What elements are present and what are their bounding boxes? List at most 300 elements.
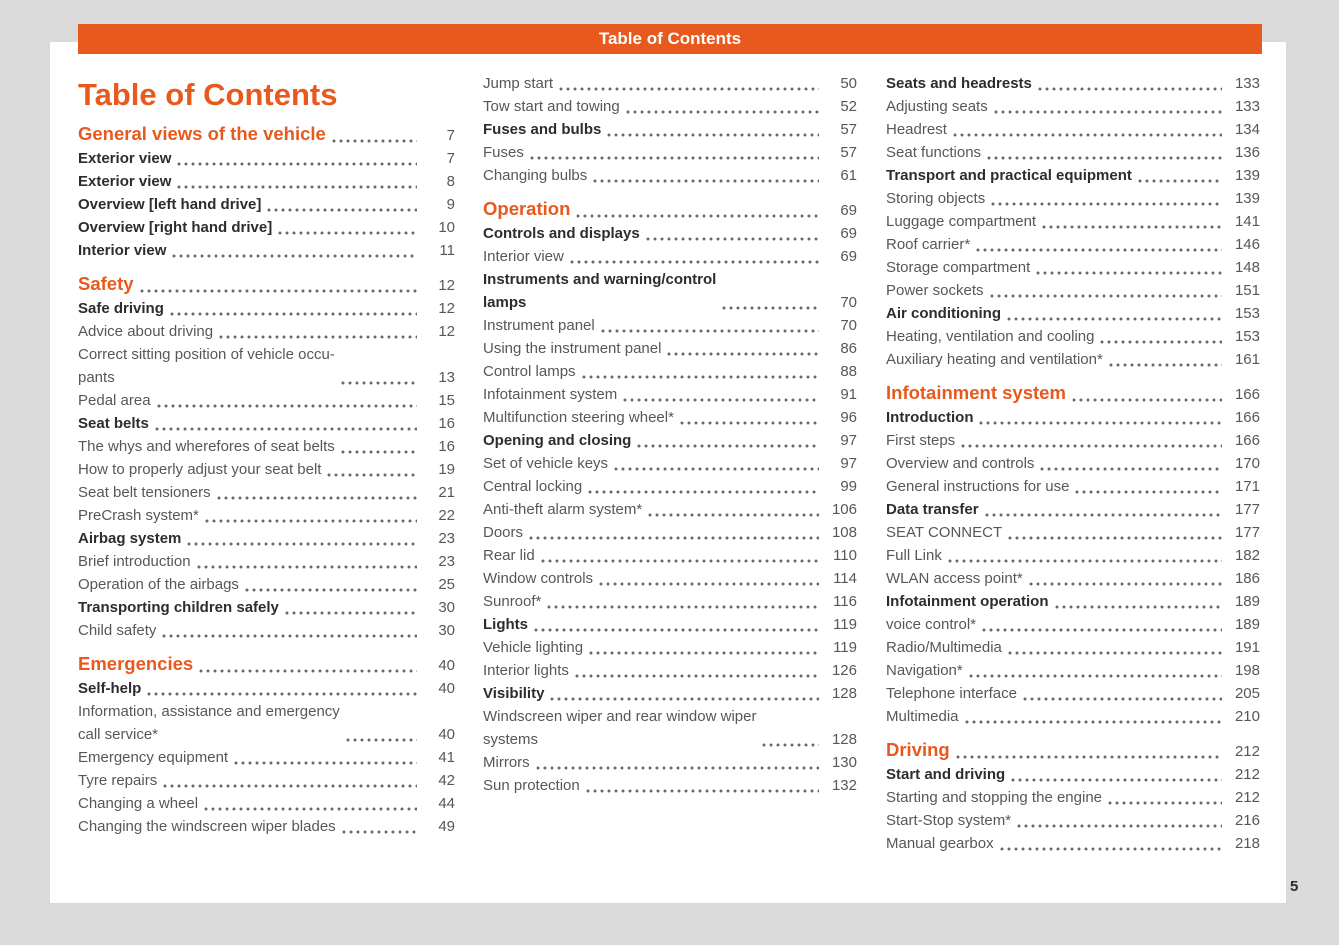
toc-entry bbox=[78, 792, 455, 815]
toc-entry-label: Overview and controls bbox=[886, 455, 1035, 472]
toc-entry bbox=[886, 95, 1260, 118]
toc-entry bbox=[483, 590, 857, 613]
toc-entry bbox=[886, 233, 1260, 256]
toc-entry bbox=[886, 348, 1260, 371]
dot-leader bbox=[1007, 317, 1222, 321]
toc-entry-page: 136 bbox=[1234, 144, 1260, 161]
toc-entry bbox=[483, 567, 857, 590]
dot-leader bbox=[990, 294, 1222, 298]
toc-entry bbox=[78, 458, 455, 481]
toc-entry-label: SEAT CONNECT bbox=[886, 524, 1003, 541]
toc-entry-page: 97 bbox=[840, 455, 857, 472]
dot-leader bbox=[982, 628, 1222, 632]
dot-leader bbox=[204, 807, 417, 811]
toc-entry bbox=[886, 210, 1260, 233]
toc-rows-1 bbox=[78, 120, 455, 838]
toc-entry-page: 61 bbox=[840, 167, 857, 184]
toc-entry-page: 57 bbox=[840, 144, 857, 161]
toc-entry bbox=[886, 302, 1260, 325]
toc-entry-page: 212 bbox=[1234, 766, 1260, 783]
toc-entry bbox=[483, 164, 857, 187]
toc-entry bbox=[886, 613, 1260, 636]
toc-entry-label: Auxiliary heating and ventilation* bbox=[886, 351, 1103, 368]
toc-entry-page: 7 bbox=[446, 150, 455, 167]
toc-entry-label: Opening and closing bbox=[483, 432, 632, 449]
toc-entry bbox=[886, 786, 1260, 809]
toc-entry bbox=[483, 751, 857, 774]
toc-entry-label: Vehicle lighting bbox=[483, 639, 584, 656]
toc-entry-label: Manual gearbox bbox=[886, 835, 994, 852]
toc-entry-label: Radio/Multimedia bbox=[886, 639, 1002, 656]
toc-entry-page: 41 bbox=[438, 749, 455, 766]
dot-leader bbox=[1029, 582, 1222, 586]
toc-entry-label: Anti-theft alarm system* bbox=[483, 501, 643, 518]
dot-leader bbox=[172, 254, 417, 258]
dot-leader bbox=[1100, 340, 1222, 344]
toc-entry-label: Fuses bbox=[483, 144, 524, 161]
dot-leader bbox=[550, 697, 819, 701]
toc-entry-page: 119 bbox=[833, 639, 857, 656]
dot-leader bbox=[956, 755, 1222, 759]
dot-leader bbox=[626, 110, 819, 114]
dot-leader bbox=[332, 139, 417, 143]
dot-leader bbox=[582, 375, 819, 379]
dot-leader bbox=[234, 761, 417, 765]
toc-entry-label: General views of the vehicle bbox=[78, 123, 326, 144]
dot-leader bbox=[342, 830, 417, 834]
toc-entry-label: Storing objects bbox=[886, 190, 986, 207]
toc-entry bbox=[886, 521, 1260, 544]
toc-entry-label: Brief introduction bbox=[78, 553, 191, 570]
toc-entry-label: Heating, ventilation and cooling bbox=[886, 328, 1095, 345]
toc-entry-label: Tyre repairs bbox=[78, 772, 158, 789]
toc-entry-page: 161 bbox=[1234, 351, 1260, 368]
toc-entry-label: Transporting children safely bbox=[78, 599, 279, 616]
toc-entry-label: Child safety bbox=[78, 622, 157, 639]
dot-leader bbox=[559, 87, 819, 91]
toc-entry bbox=[483, 95, 857, 118]
toc-entry-label: Safety bbox=[78, 273, 134, 294]
toc-entry-page: 110 bbox=[833, 547, 857, 564]
toc-entry bbox=[78, 412, 455, 435]
toc-entry-page: 153 bbox=[1234, 328, 1260, 345]
toc-entry bbox=[483, 268, 857, 314]
dot-leader bbox=[575, 674, 819, 678]
toc-entry-label: How to properly adjust your seat belt bbox=[78, 461, 322, 478]
dot-leader bbox=[961, 444, 1222, 448]
toc-entry-page: 69 bbox=[840, 248, 857, 265]
dot-leader bbox=[157, 404, 417, 408]
dot-leader bbox=[599, 582, 819, 586]
toc-entry bbox=[78, 297, 455, 320]
toc-entry-label: Introduction bbox=[886, 409, 974, 426]
toc-entry-page: 22 bbox=[438, 507, 455, 524]
toc-entry-label: Mirrors bbox=[483, 754, 530, 771]
toc-column-3 bbox=[886, 72, 1260, 855]
toc-entry-label: Controls and displays bbox=[483, 225, 640, 242]
dot-leader bbox=[1108, 801, 1222, 805]
dot-leader bbox=[245, 588, 417, 592]
toc-entry-page: 25 bbox=[438, 576, 455, 593]
toc-entry-label: Transport and practical equipment bbox=[886, 167, 1132, 184]
toc-entry-label: Infotainment system bbox=[483, 386, 618, 403]
toc-entry bbox=[886, 187, 1260, 210]
toc-entry-label: Power sockets bbox=[886, 282, 984, 299]
toc-entry-label: Safe driving bbox=[78, 300, 164, 317]
toc-entry bbox=[886, 736, 1260, 763]
toc-entry-page: 88 bbox=[840, 363, 857, 380]
toc-entry bbox=[483, 314, 857, 337]
toc-entry-label: Luggage compartment bbox=[886, 213, 1037, 230]
toc-entry bbox=[78, 573, 455, 596]
toc-entry-page: 42 bbox=[438, 772, 455, 789]
toc-entry-page: 11 bbox=[439, 242, 455, 259]
toc-entry-label: Tow start and towing bbox=[483, 98, 620, 115]
toc-entry-page: 212 bbox=[1234, 743, 1260, 760]
toc-entry-page: 114 bbox=[833, 570, 857, 587]
toc-entry-page: 10 bbox=[438, 219, 455, 236]
toc-entry-page: 133 bbox=[1234, 98, 1260, 115]
toc-entry bbox=[78, 769, 455, 792]
toc-entry-label: Operation bbox=[483, 198, 571, 219]
toc-entry-label: Fuses and bulbs bbox=[483, 121, 602, 138]
dot-leader bbox=[1109, 363, 1222, 367]
dot-leader bbox=[586, 789, 819, 793]
toc-entry bbox=[483, 452, 857, 475]
toc-entry-page: 44 bbox=[438, 795, 455, 812]
toc-entry bbox=[78, 550, 455, 573]
toc-entry bbox=[78, 239, 455, 262]
dot-leader bbox=[205, 519, 417, 523]
toc-entry-page: 177 bbox=[1234, 524, 1260, 541]
dot-leader bbox=[197, 565, 417, 569]
toc-entry-page: 12 bbox=[438, 300, 455, 317]
toc-entry-label: Changing bulbs bbox=[483, 167, 588, 184]
toc-entry-page: 70 bbox=[840, 317, 857, 334]
toc-entry-label: Visibility bbox=[483, 685, 545, 702]
toc-entry bbox=[886, 452, 1260, 475]
toc-entry-page: 134 bbox=[1234, 121, 1260, 138]
toc-entry-page: 198 bbox=[1234, 662, 1260, 679]
toc-entry bbox=[78, 815, 455, 838]
toc-entry-label: Infotainment operation bbox=[886, 593, 1049, 610]
dot-leader bbox=[1008, 651, 1222, 655]
toc-entry bbox=[483, 429, 857, 452]
toc-entry bbox=[78, 435, 455, 458]
toc-entry-page: 40 bbox=[438, 680, 455, 697]
dot-leader bbox=[140, 289, 417, 293]
dot-leader bbox=[570, 260, 819, 264]
toc-entry-label: Airbag system bbox=[78, 530, 182, 547]
toc-entry bbox=[78, 147, 455, 170]
toc-entry-label: Seat belts bbox=[78, 415, 149, 432]
toc-entry-page: 106 bbox=[831, 501, 857, 518]
toc-entry bbox=[886, 763, 1260, 786]
dot-leader bbox=[177, 162, 417, 166]
toc-entry bbox=[886, 141, 1260, 164]
toc-entry bbox=[78, 193, 455, 216]
toc-entry-label: Jump start bbox=[483, 75, 554, 92]
toc-entry-page: 91 bbox=[840, 386, 857, 403]
toc-entry-page: 218 bbox=[1234, 835, 1260, 852]
dot-leader bbox=[346, 738, 417, 742]
toc-entry bbox=[886, 590, 1260, 613]
toc-entry-page: 86 bbox=[840, 340, 857, 357]
dot-leader bbox=[965, 720, 1222, 724]
toc-entry-page: 12 bbox=[438, 323, 455, 340]
toc-entry-page: 128 bbox=[831, 685, 857, 702]
toc-entry-label: PreCrash system* bbox=[78, 507, 199, 524]
toc-entry-label: Exterior view bbox=[78, 150, 172, 167]
toc-entry-label: Starting and stopping the engine bbox=[886, 789, 1102, 806]
toc-entry-label: Data transfer bbox=[886, 501, 979, 518]
dot-leader bbox=[1011, 778, 1222, 782]
toc-entry bbox=[483, 475, 857, 498]
dot-leader bbox=[536, 766, 819, 770]
toc-entry-page: 99 bbox=[840, 478, 857, 495]
toc-entry bbox=[78, 170, 455, 193]
toc-entry bbox=[483, 682, 857, 705]
dot-leader bbox=[1017, 824, 1222, 828]
toc-entry bbox=[78, 216, 455, 239]
dot-leader bbox=[646, 237, 819, 241]
toc-entry-label: Navigation* bbox=[886, 662, 963, 679]
toc-entry-label: Using the instrument panel bbox=[483, 340, 662, 357]
dot-leader bbox=[722, 306, 819, 310]
page-title: Table of Contents bbox=[78, 77, 338, 112]
toc-entry-page: 30 bbox=[438, 599, 455, 616]
dot-leader bbox=[170, 312, 417, 316]
toc-entry bbox=[78, 481, 455, 504]
toc-entry bbox=[78, 320, 455, 343]
toc-entry-page: 191 bbox=[1234, 639, 1260, 656]
toc-entry bbox=[78, 343, 455, 389]
toc-entry bbox=[886, 325, 1260, 348]
toc-entry bbox=[483, 337, 857, 360]
dot-leader bbox=[278, 231, 417, 235]
toc-entry-label: The whys and wherefores of seat belts bbox=[78, 438, 335, 455]
toc-rows-3 bbox=[886, 72, 1260, 855]
toc-entry bbox=[483, 705, 857, 751]
dot-leader bbox=[187, 542, 417, 546]
toc-entry-page: 49 bbox=[438, 818, 455, 835]
toc-entry-label: Adjusting seats bbox=[886, 98, 988, 115]
dot-leader bbox=[267, 208, 417, 212]
toc-entry-page: 153 bbox=[1234, 305, 1260, 322]
toc-column-1 bbox=[78, 78, 455, 838]
toc-entry-label: Sun protection bbox=[483, 777, 580, 794]
toc-entry bbox=[483, 383, 857, 406]
toc-entry bbox=[886, 475, 1260, 498]
dot-leader bbox=[987, 156, 1222, 160]
toc-entry-page: 108 bbox=[831, 524, 857, 541]
toc-entry bbox=[886, 636, 1260, 659]
toc-entry bbox=[886, 256, 1260, 279]
toc-entry-label: Emergency equipment bbox=[78, 749, 229, 766]
toc-entry-page: 50 bbox=[840, 75, 857, 92]
dot-leader bbox=[667, 352, 819, 356]
toc-entry bbox=[886, 498, 1260, 521]
toc-entry-page: 170 bbox=[1234, 455, 1260, 472]
toc-entry bbox=[483, 636, 857, 659]
toc-entry bbox=[78, 650, 455, 677]
dot-leader bbox=[547, 605, 819, 609]
toc-entry-label: Changing a wheel bbox=[78, 795, 199, 812]
toc-entry bbox=[78, 700, 455, 746]
toc-entry bbox=[78, 270, 455, 297]
dot-leader bbox=[991, 202, 1222, 206]
toc-entry-label: Correct sitting position of vehicle occu- pants bbox=[78, 346, 335, 386]
toc-entry-page: 132 bbox=[831, 777, 857, 794]
dot-leader bbox=[576, 214, 819, 218]
toc-entry-page: 130 bbox=[831, 754, 857, 771]
toc-rows-2 bbox=[483, 72, 857, 797]
toc-entry bbox=[886, 544, 1260, 567]
page bbox=[50, 42, 1286, 903]
toc-entry-label: Sunroof* bbox=[483, 593, 542, 610]
toc-entry-page: 16 bbox=[438, 438, 455, 455]
toc-entry bbox=[483, 118, 857, 141]
toc-entry-page: 166 bbox=[1234, 386, 1260, 403]
toc-entry-label: Control lamps bbox=[483, 363, 576, 380]
dot-leader bbox=[762, 743, 819, 747]
toc-entry-label: General instructions for use bbox=[886, 478, 1070, 495]
toc-entry-page: 189 bbox=[1234, 593, 1260, 610]
dot-leader bbox=[648, 513, 819, 517]
toc-entry-label: Windscreen wiper and rear window wiper systems bbox=[483, 708, 757, 748]
toc-entry-label: Interior lights bbox=[483, 662, 569, 679]
dot-leader bbox=[589, 651, 819, 655]
dot-leader bbox=[155, 427, 417, 431]
dot-leader bbox=[607, 133, 819, 137]
toc-entry-label: Multimedia bbox=[886, 708, 959, 725]
toc-entry-page: 12 bbox=[438, 277, 455, 294]
toc-entry bbox=[483, 659, 857, 682]
toc-entry-page: 30 bbox=[438, 622, 455, 639]
toc-entry-page: 96 bbox=[840, 409, 857, 426]
toc-entry-page: 116 bbox=[833, 593, 857, 610]
toc-entry-label: Interior view bbox=[483, 248, 564, 265]
toc-entry bbox=[483, 360, 857, 383]
toc-column-2 bbox=[483, 72, 857, 797]
toc-entry-page: 182 bbox=[1234, 547, 1260, 564]
dot-leader bbox=[1042, 225, 1222, 229]
toc-entry-label: Start and driving bbox=[886, 766, 1006, 783]
toc-entry-page: 205 bbox=[1234, 685, 1260, 702]
dot-leader bbox=[534, 628, 819, 632]
toc-entry bbox=[78, 746, 455, 769]
toc-entry-label: Emergencies bbox=[78, 653, 194, 674]
toc-entry-label: Start-Stop system* bbox=[886, 812, 1012, 829]
toc-entry-page: 40 bbox=[438, 726, 455, 743]
dot-leader bbox=[217, 496, 417, 500]
toc-entry-page: 151 bbox=[1234, 282, 1260, 299]
dot-leader bbox=[162, 634, 417, 638]
toc-entry bbox=[78, 619, 455, 642]
toc-entry-page: 57 bbox=[840, 121, 857, 138]
page-number: 5 bbox=[1290, 878, 1299, 895]
toc-entry-label: Information, assistance and emergency call service* bbox=[78, 703, 340, 743]
dot-leader bbox=[601, 329, 819, 333]
toc-entry-page: 166 bbox=[1234, 432, 1260, 449]
toc-entry bbox=[78, 677, 455, 700]
dot-leader bbox=[219, 335, 417, 339]
toc-entry bbox=[886, 429, 1260, 452]
toc-entry-page: 19 bbox=[438, 461, 455, 478]
toc-entry bbox=[78, 120, 455, 147]
toc-entry-page: 23 bbox=[438, 530, 455, 547]
toc-entry-page: 148 bbox=[1234, 259, 1260, 276]
toc-entry bbox=[886, 567, 1260, 590]
dot-leader bbox=[1036, 271, 1222, 275]
toc-entry-page: 141 bbox=[1234, 213, 1260, 230]
toc-entry-label: Operation of the airbags bbox=[78, 576, 239, 593]
toc-entry-label: Seat functions bbox=[886, 144, 982, 161]
header-banner bbox=[78, 24, 1262, 54]
toc-entry bbox=[886, 164, 1260, 187]
toc-entry bbox=[886, 659, 1260, 682]
toc-entry bbox=[483, 195, 857, 222]
toc-entry bbox=[78, 504, 455, 527]
dot-leader bbox=[680, 421, 819, 425]
toc-entry-label: Telephone interface bbox=[886, 685, 1017, 702]
toc-entry-label: Full Link bbox=[886, 547, 942, 564]
toc-entry bbox=[483, 245, 857, 268]
toc-entry-page: 7 bbox=[446, 127, 455, 144]
toc-entry-page: 119 bbox=[833, 616, 857, 633]
toc-entry bbox=[886, 379, 1260, 406]
toc-entry bbox=[483, 72, 857, 95]
toc-entry-page: 133 bbox=[1234, 75, 1260, 92]
toc-entry-label: Rear lid bbox=[483, 547, 535, 564]
toc-entry-page: 69 bbox=[840, 202, 857, 219]
toc-entry-label: Central locking bbox=[483, 478, 583, 495]
toc-entry-page: 13 bbox=[438, 369, 455, 386]
toc-entry-page: 171 bbox=[1234, 478, 1260, 495]
toc-entry-page: 189 bbox=[1234, 616, 1260, 633]
dot-leader bbox=[163, 784, 417, 788]
toc-entry-page: 166 bbox=[1234, 409, 1260, 426]
toc-entry bbox=[78, 389, 455, 412]
dot-leader bbox=[985, 513, 1222, 517]
toc-entry-page: 216 bbox=[1234, 812, 1260, 829]
dot-leader bbox=[530, 156, 819, 160]
toc-entry-page: 139 bbox=[1234, 167, 1260, 184]
toc-entry bbox=[886, 118, 1260, 141]
toc-entry-page: 139 bbox=[1234, 190, 1260, 207]
toc-entry-label: Driving bbox=[886, 739, 950, 760]
toc-entry-page: 128 bbox=[831, 731, 857, 748]
header-banner-title: Table of Contents bbox=[598, 29, 742, 48]
toc-entry bbox=[886, 832, 1260, 855]
dot-leader bbox=[994, 110, 1222, 114]
dot-leader bbox=[1038, 87, 1222, 91]
dot-leader bbox=[1023, 697, 1222, 701]
toc-entry-page: 69 bbox=[840, 225, 857, 242]
toc-entry bbox=[78, 527, 455, 550]
toc-entry-page: 23 bbox=[438, 553, 455, 570]
dot-leader bbox=[341, 450, 417, 454]
dot-leader bbox=[979, 421, 1222, 425]
dot-leader bbox=[588, 490, 819, 494]
toc-entry-page: 126 bbox=[831, 662, 857, 679]
toc-entry bbox=[483, 544, 857, 567]
dot-leader bbox=[1072, 398, 1222, 402]
toc-entry-label: Air conditioning bbox=[886, 305, 1001, 322]
toc-entry-page: 15 bbox=[438, 392, 455, 409]
toc-entry-page: 52 bbox=[840, 98, 857, 115]
toc-entry-label: Instrument panel bbox=[483, 317, 595, 334]
